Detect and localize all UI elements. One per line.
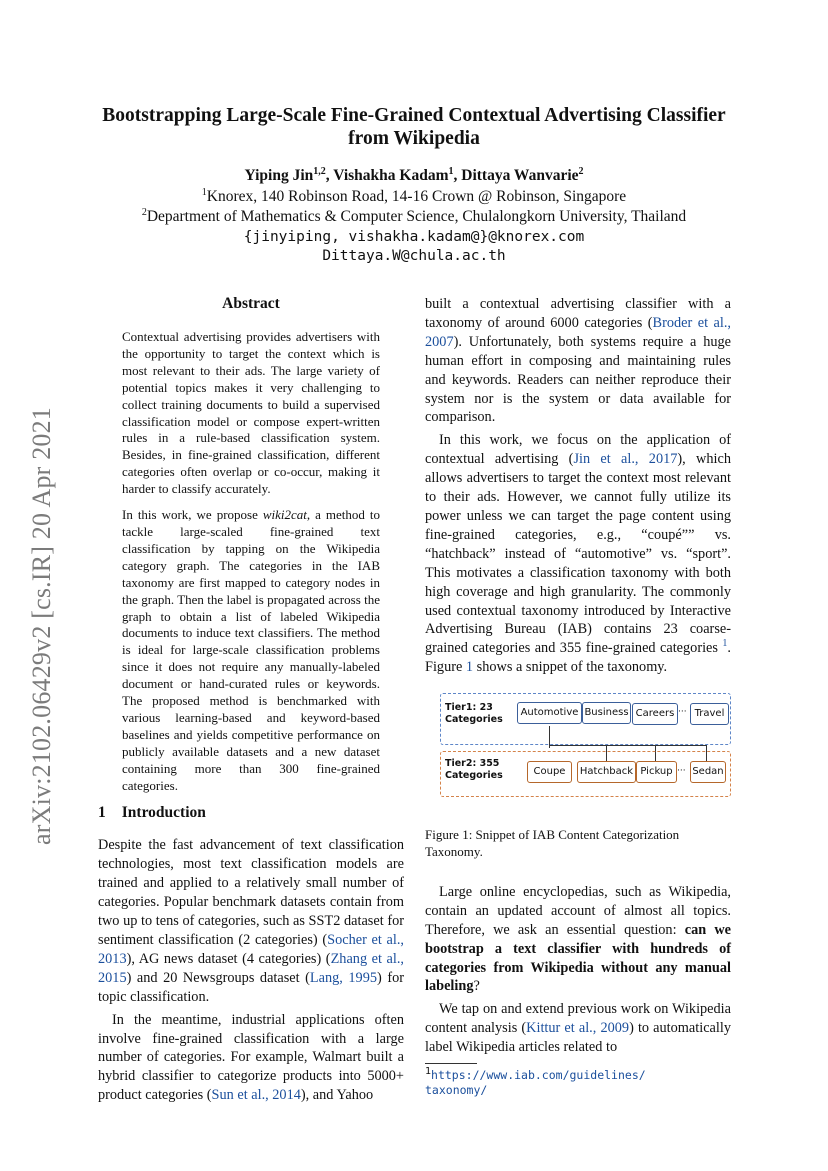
research-question: can we bootstrap a text classifier with hundreds of categories from Wikipedia without any manual labeling — [425, 921, 731, 995]
right-paragraph-4: We tap on and extend previous work on Wikipedia content analysis (Kittur et al., 2009) to automatically label Wikipedia articles related to — [425, 1001, 731, 1056]
intro-paragraph-1: Despite the fast advancement of text classification technologies, most text classification models are trained and applied to a relatively small number of categories. Popular benchmark datasets contain from two up to tens of categories, such as SST2 dataset for sentiment classification (2 categories) (Socher et al., 2013), AG news dataset (4 categories) (Zhang et al., 2015) and 20 Newsgroups dataset (Lang, 1995) for topic classification. — [98, 837, 404, 1005]
tier1-ellipsis: ··· — [678, 707, 687, 718]
section-number: 1 — [98, 804, 106, 822]
category-pickup: Pickup — [636, 761, 677, 783]
section-title: Introduction — [121, 804, 206, 822]
citation-jin[interactable]: Jin et al., 2017 — [573, 451, 678, 468]
connector-bar — [549, 745, 707, 746]
email-line-1: {jinyiping, vishakha.kadam@}@knorex.com — [243, 229, 585, 245]
affiliation-1: $^1$Knorex, 140 Robinson Road, 14-16 Crown @ Robinson, Singapore — [201, 186, 627, 205]
citation-sun[interactable]: Sun et al., 2014 — [211, 1087, 301, 1104]
abstract-paragraph-1: Contextual advertising provides advertisers with the opportunity to target the context which is most relevant to their ads. The large variety of potential topics makes it very challenging to collect training documents to build a supervised classification model or compose expert-written rules in a rule-based classification system. Besides, in fine-grained classification, different categories often overlap or co-occur, making it harder to classify accurately. — [122, 329, 380, 497]
author-1-affil: 1,2 — [313, 165, 326, 177]
author-2: , Vishakha Kadam — [325, 167, 449, 184]
method-name: wiki2cat — [262, 507, 307, 523]
footnote-rule — [425, 1063, 477, 1064]
category-coupe: Coupe — [527, 761, 572, 783]
paper-title: Bootstrapping Large-Scale Fine-Grained Contextual Advertising Classifier from Wikipedia — [102, 105, 726, 149]
figure-reference[interactable]: 1 — [465, 659, 474, 676]
author-2-affil: 1 — [448, 165, 454, 177]
author-3: , Dittaya Wanvarie — [453, 167, 579, 184]
affiliation-2: $^2$Department of Mathematics & Computer Science, Chulalongkorn University, Thailand — [141, 206, 687, 225]
abstract-heading: Abstract — [222, 295, 280, 312]
citation-kittur[interactable]: Kittur et al., 2009 — [526, 1020, 630, 1037]
footnote-url-cont[interactable]: taxonomy/ — [425, 1083, 488, 1098]
intro-paragraph-2: In the meantime, industrial applications often involve fine-grained classification with a large number of categories. For example, Walmart built a hybrid classifier to categorize products into 5000+ product categories (Sun et al., 2014), and Yahoo — [98, 1011, 404, 1104]
category-hatchback: Hatchback — [577, 761, 636, 783]
footnote-1: $^1$https://www.iab.com/guidelines/ taxonomy/ — [425, 1066, 646, 1098]
author-3-affil: 2 — [578, 165, 584, 177]
citation-broder[interactable]: Broder et al., 2007 — [425, 314, 731, 350]
tier1-label: Tier1: 23 Categories — [445, 702, 503, 726]
right-column — [425, 295, 731, 1098]
section-heading-introduction — [98, 804, 404, 822]
arxiv-identifier — [20, 376, 64, 876]
abstract-paragraph-2: In this work, we propose wiki2cat, a method to tackle large-scaled fine-grained text classification by tapping on the Wikipedia category graph. The categories in the IAB taxonomy are first mapped to category nodes in the graph. Then the label is propagated across the graph to obtain a list of labeled Wikipedia documents to induce text classifiers. The method is ideal for large-scale classification problems since it does not require any manually-labeled document or hand-curated rules or keywords. The proposed method is benchmarked with various learning-based and keyword-based baselines and yields competitive performance on publicly available datasets and a new dataset containing more than 300 fine-grained categories. — [122, 507, 380, 793]
footnote-marker[interactable]: 1 — [722, 638, 728, 650]
footnote-url[interactable]: https://www.iab.com/guidelines/ — [431, 1068, 646, 1083]
taxonomy-figure — [440, 693, 732, 803]
citation-zhang[interactable]: Zhang et al., 2015 — [98, 950, 404, 986]
right-paragraph-2: In this work, we focus on the application of contextual advertising (Jin et al., 2017), which allows advertisers to target the context most relevant to their ads. However, we cannot fully utilize its power unless we can target the page content using fine-grained categories, e.g., “coupé”” vs. “hatchback” instead of “automotive” vs. “sport”. This motivates a classification taxonomy with both high coverage and high granularity. The commonly used contextual taxonomy introduced by Interactive Advertising Bureau (IAB) contains 23 coarse-grained categories and 355 fine-grained categories $^1$. Figure 1 shows a snippet of the taxonomy. — [425, 432, 731, 676]
left-column — [98, 295, 404, 1105]
tier2-ellipsis: ··· — [677, 766, 686, 777]
email-line-2: Dittaya.W@chula.ac.th — [322, 248, 506, 264]
author-line — [100, 167, 728, 185]
tier2-label: Tier2: 355 Categories — [445, 758, 503, 782]
figure-caption: Figure 1: Snippet of IAB Content Categorization Taxonomy. — [425, 827, 680, 860]
category-business: Business — [582, 702, 631, 724]
right-paragraph-1: built a contextual advertising classifier with a taxonomy of around 6000 categories (Broder et al., 2007). Unfortunately, both systems require a huge human effort in composing and maintaining rules and keywords. Readers can neither reproduce their system nor is the system or data available for comparison. — [425, 296, 731, 426]
citation-lang[interactable]: Lang, 1995 — [309, 969, 378, 986]
category-sedan: Sedan — [690, 761, 726, 783]
arxiv-identifier-text: arXiv:2102.06429v2 [cs.IR] 20 Apr 2021 — [27, 407, 56, 845]
category-careers: Careers — [632, 703, 678, 725]
category-automotive: Automotive — [517, 702, 582, 724]
right-paragraph-3: Large online encyclopedias, such as Wikipedia, contain an updated account of almost all topics. Therefore, we ask an essential question: can we bootstrap a text classifier with hundreds of categories from Wikipedia without any manual labeling? — [425, 883, 731, 995]
author-1: Yiping Jin — [244, 167, 314, 184]
category-travel: Travel — [690, 703, 729, 725]
citation-socher[interactable]: Socher et al., 2013 — [98, 932, 404, 967]
